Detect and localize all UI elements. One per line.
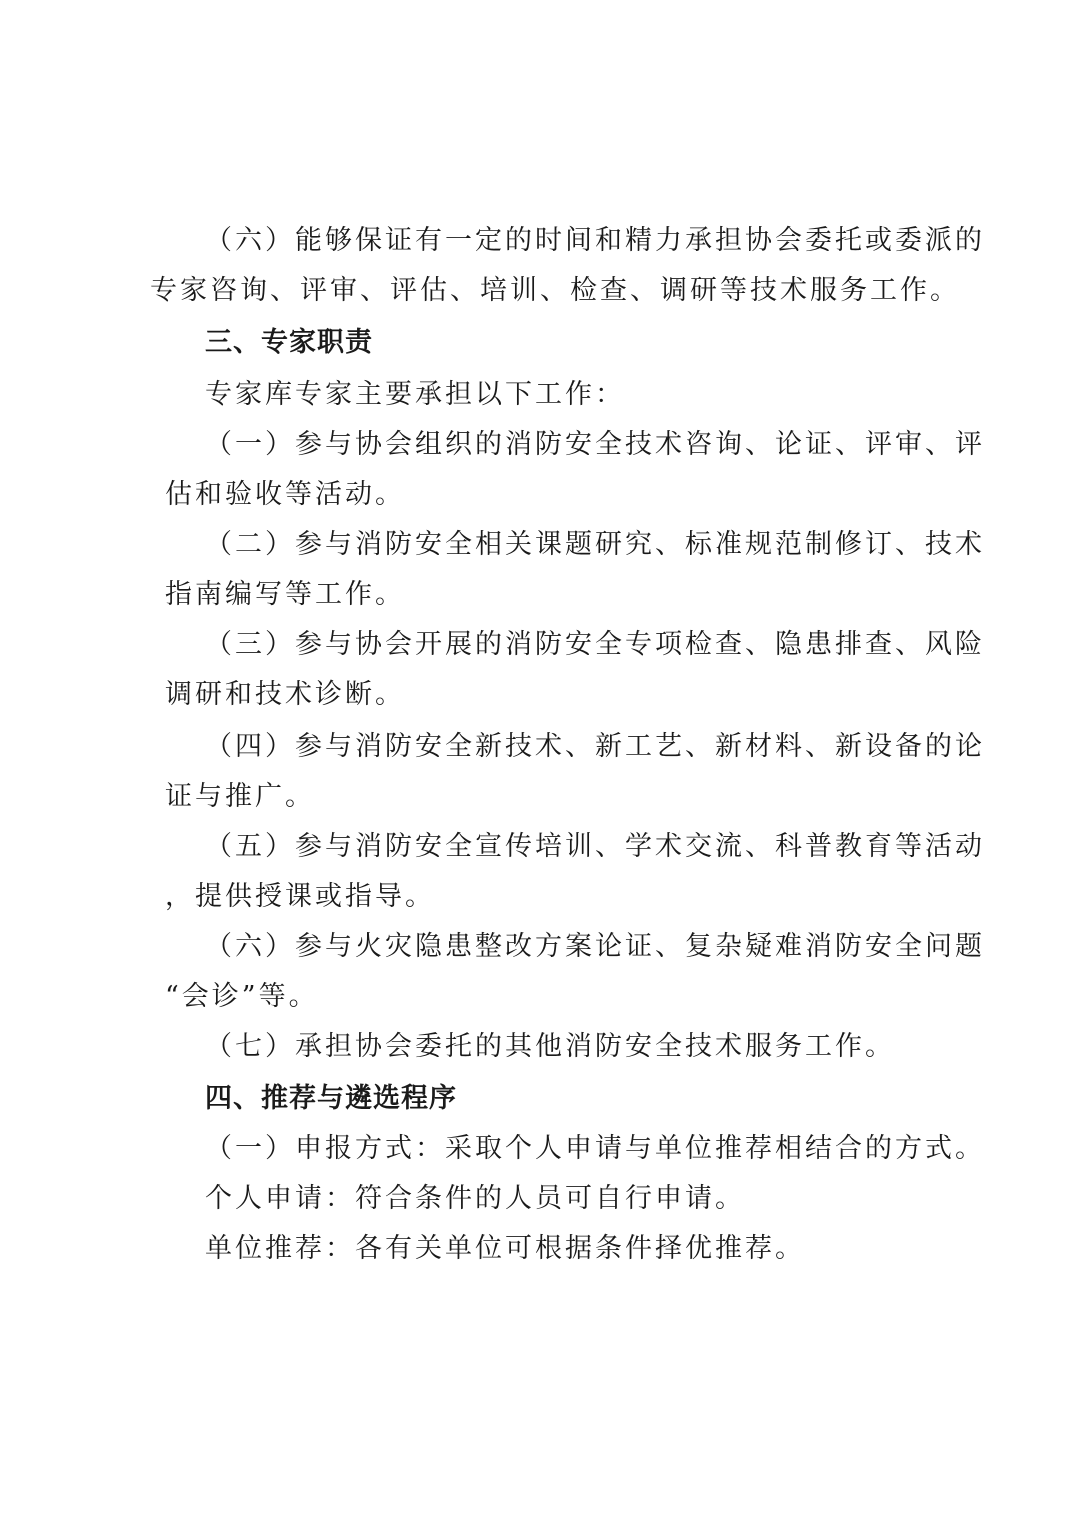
list-item-line: ，提供授课或指导。	[165, 881, 435, 912]
list-item-line: （一）参与协会组织的消防安全技术咨询、论证、评审、评	[205, 429, 985, 460]
paragraph-line: 专家库专家主要承担以下工作：	[205, 379, 625, 410]
list-item-line: （七）承担协会委托的其他消防安全技术服务工作。	[205, 1031, 895, 1062]
paragraph-line: （六）能够保证有一定的时间和精力承担协会委托或委派的	[205, 225, 985, 256]
list-item-line: 估和验收等活动。	[165, 479, 405, 510]
list-item-line: （一）申报方式：采取个人申请与单位推荐相结合的方式。	[205, 1133, 985, 1164]
paragraph-line: 个人申请：符合条件的人员可自行申请。	[205, 1183, 745, 1214]
section-heading: 四、推荐与遴选程序	[205, 1083, 457, 1114]
list-item-line: （四）参与消防安全新技术、新工艺、新材料、新设备的论	[205, 731, 985, 762]
list-item-line: （三）参与协会开展的消防安全专项检查、隐患排查、风险	[205, 629, 985, 660]
list-item-line: （六）参与火灾隐患整改方案论证、复杂疑难消防安全问题	[205, 931, 985, 962]
list-item-line: 调研和技术诊断。	[165, 679, 405, 710]
list-item-line: （五）参与消防安全宣传培训、学术交流、科普教育等活动	[205, 831, 985, 862]
section-heading: 三、专家职责	[205, 327, 373, 358]
list-item-line: 指南编写等工作。	[165, 579, 405, 610]
paragraph-line: 专家咨询、评审、评估、培训、检查、调研等技术服务工作。	[150, 275, 960, 306]
list-item-line: “会诊”等。	[165, 981, 319, 1012]
paragraph-line: 单位推荐：各有关单位可根据条件择优推荐。	[205, 1233, 805, 1264]
list-item-line: （二）参与消防安全相关课题研究、标准规范制修订、技术	[205, 529, 985, 560]
list-item-line: 证与推广。	[165, 781, 315, 812]
